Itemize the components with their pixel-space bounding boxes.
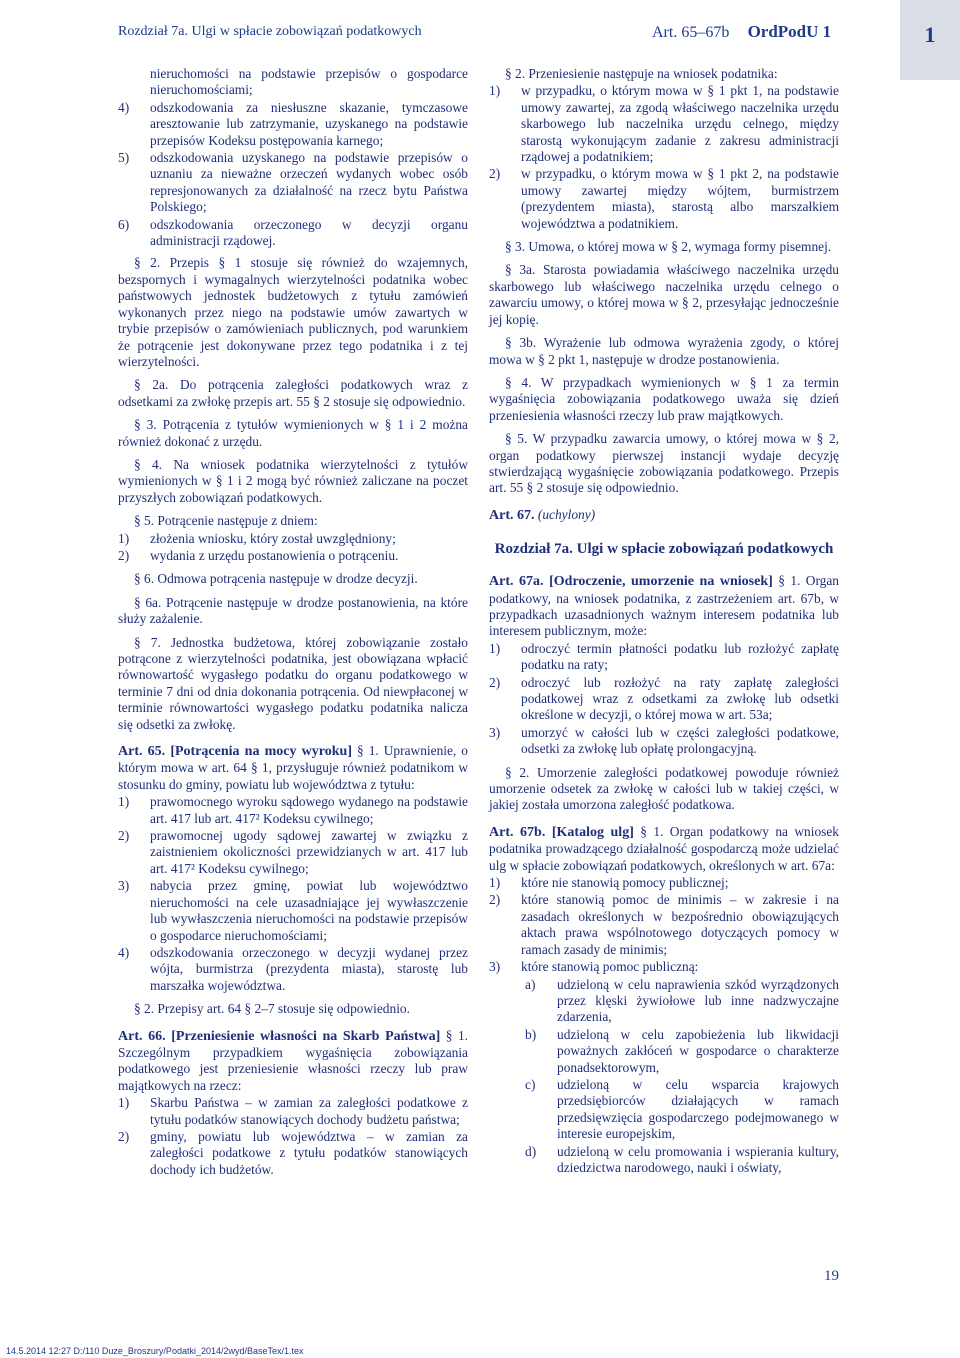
list-item	[118, 150, 468, 216]
list-item	[118, 548, 468, 564]
art65-paragraph-s2: § 2. Przepisy art. 64 § 2–7 stosuje się odpowiednio.	[134, 1001, 410, 1017]
sub-list-letter: a)	[525, 976, 536, 992]
list-number: 3)	[489, 959, 501, 975]
paragraph-s6a: § 6a. Potrącenie następuje w drodze postanowienia, na które służy zażalenie.	[118, 594, 468, 627]
art67a-list	[489, 641, 839, 758]
sub-list-item	[521, 1027, 839, 1076]
list-text: prawomocnej ugody sądowej zawartej w związku z zaistnieniem okoliczności przewidzianych w art. 417 lub art. 417² Kodeksu cywilnego;	[150, 828, 468, 876]
list-number: 1)	[489, 875, 501, 891]
list-text: nieruchomości na podstawie przepisów o gospodarce nieruchomościami;	[150, 66, 468, 98]
list-number: 2)	[118, 1128, 130, 1144]
list-item	[118, 1095, 468, 1128]
article-65	[118, 743, 468, 793]
list-number: 2)	[118, 828, 130, 844]
art65-list	[118, 794, 468, 994]
right-column	[489, 66, 839, 1177]
list-text: gminy, powiatu lub województwa – w zamian za zaległości podatkowe z tytułu podatków stanowiących dochody ich budżetów.	[150, 1128, 468, 1177]
list-text: nabycia przez gminę, powiat lub województwo nieruchomości na cele uzasadniające jej wywłaszczenie lub wywłaszczenia nieruchomości na podstawie przepisów o gospodarce nieruchomościami;	[150, 878, 468, 943]
sub-list-item	[521, 977, 839, 1026]
chapter-title: Rozdział 7a. Ulgi w spłacie zobowiązań podatkowych	[494, 541, 834, 558]
intro-list	[118, 66, 468, 249]
paragraph-s5: § 5. W przypadku zawarcia umowy, o której mowa w § 2, organ podatkowy pierwszej instancji wydaje decyzję stwierdzającą wygaśnięcie zobowiązania podatkowego. Przepis art. 55 § 2 stosuje się odpowiednio.	[489, 431, 839, 496]
list-item	[118, 66, 468, 99]
paragraph-s3: § 3. Potrącenia z tytułów wymienionych w § 1 i 2 można również dokonać z urzędu.	[118, 417, 468, 449]
sub-list-item	[521, 1077, 839, 1143]
list-item	[118, 794, 468, 827]
list-text: w przypadku, o którym mowa w § 1 pkt 2, na podstawie umowy zawartej między wójtem, burmistrzem (prezydentem miasta), starostą albo marszałkiem województwa a podatnikiem.	[521, 166, 839, 231]
list-item	[118, 1129, 468, 1178]
article-lead: § 1. Uprawnienie, o którym mowa w art. 64 § 1, przysługuje również podatnikom w stosunku do gminy, powiatu lub województwa z tytułu:	[118, 743, 468, 792]
list-number: 1)	[489, 83, 501, 99]
article-heading: Art. 65. [Potrącenia na mocy wyroku]	[118, 744, 352, 760]
paragraph-s3: § 3. Umowa, o której mowa w § 2, wymaga formy pisemnej.	[505, 239, 832, 255]
sub-list-text: udzieloną w celu promowania i wspierania kultury, dziedzictwa narodowego, nauki i oświaty,	[557, 1143, 839, 1175]
list-number: 2)	[489, 674, 501, 690]
article-66	[118, 1028, 468, 1095]
list-number: 2)	[489, 892, 501, 908]
list-text: odroczyć lub rozłożyć na raty zapłatę zaległości podatkowej wraz z odsetkami za zwłokę lub odsetki określone w decyzji, o której mowa w art. 53a;	[521, 674, 839, 723]
list-text: odroczyć termin płatności podatku lub rozłożyć zapłatę podatku na raty;	[521, 640, 839, 673]
s2-list	[489, 83, 839, 232]
list-number: 1)	[489, 640, 501, 656]
paragraph-s6: § 6. Odmowa potrącenia następuje w drodze decyzji.	[134, 571, 418, 587]
list-number: 4)	[118, 99, 130, 115]
list-item	[489, 166, 839, 232]
list-item	[118, 828, 468, 877]
list-text: odszkodowania uzyskanego na podstawie przepisów o uznaniu za nieważne orzeczeń wydanych wobec osób represjonowanych za działalność na rzecz bytu Państwa Polskiego;	[150, 150, 468, 215]
sub-list-letter: b)	[525, 1026, 537, 1042]
list-text: umorzyć w całości lub w części zaległości podatkowe, odsetki za zwłokę lub opłatę prolongacyjną.	[521, 724, 839, 757]
paragraph-s2: § 2. Przepis § 1 stosuje się również do wzajemnych, bezspornych i wymagalnych wierzytelności podatnika wobec państwowych jednostek budżetowych z tytułu zamówień wykonanych przez niego na podstawie umów zawartych w trybie przepisów o zamówieniach publicznych, pod warunkiem że potrącenie jest dokonywane przez tego podatnika i z tej wierzytelności.	[118, 255, 468, 369]
paragraph-s4: § 4. Na wniosek podatnika wierzytelności z tytułów wymienionych w § 1 i 2 mogą być również zaliczane na poczet przyszłych zobowiązań podatkowych.	[118, 456, 468, 505]
art67a-paragraph-s2: § 2. Umorzenie zaległości podatkowej powoduje również umorzenie odsetek za zwłokę w całości lub w takiej części, w jakiej została umorzona zaległość podatkowa.	[489, 764, 839, 813]
list-number: 1)	[118, 1095, 130, 1111]
page-tab	[900, 0, 960, 80]
list-text: odszkodowania orzeczonego w decyzji wydanej przez wójta, burmistrza (prezydenta miasta), starostę lub marszałka województwa.	[150, 944, 468, 993]
list-number: 3)	[118, 878, 130, 894]
print-footer: 14.5.2014 12:27 D:/110 Duze_Broszury/Podatki_2014/2wyd/BaseTex/1.tex	[6, 1346, 304, 1356]
paragraph-s4: § 4. W przypadkach wymienionych w § 1 za termin wygaśnięcia zobowiązania podatkowego uważa się dzień przeniesienia własności rzeczy lub praw majątkowych.	[489, 374, 839, 423]
art66-list	[118, 1095, 468, 1178]
article-67b	[489, 824, 839, 874]
list-number: 2)	[118, 547, 130, 563]
list-text: wydania z urzędu postanowienia o potrąceniu.	[150, 547, 399, 563]
list-number: 1)	[118, 794, 130, 810]
list-text: odszkodowania orzeczonego w decyzji organu administracji rządowej.	[150, 216, 468, 249]
list-text: które stanowią pomoc de minimis – w zakresie i na zasadach określonych w bezpośrednio obowiązujących aktach prawa wspólnotowego dotyczących pomocy w ramach zasady de minimis;	[521, 892, 839, 957]
list-item	[118, 100, 468, 149]
sub-list-text: udzieloną w celu naprawienia szkód wyrządzonych przez klęski żywiołowe lub inne nadzwyczajne zdarzenia,	[557, 976, 839, 1025]
list-item	[118, 878, 468, 944]
article-heading: Art. 67b. [Katalog ulg]	[489, 824, 634, 840]
paragraph-s3a: § 3a. Starosta powiadamia właściwego naczelnika urzędu skarbowego lub właściwego naczelnika urzędu celnego o zawarciu umowy, o której mowa w § 2, przesyłając jednocześnie jej kopię.	[489, 262, 839, 327]
article-status: (uchylony)	[537, 506, 596, 522]
list-text: w przypadku, o którym mowa w § 1 pkt 1, na podstawie umowy zawartej, za zgodą właściwego naczelnika urzędu skarbowego lub naczelnika urzędu celnego, między starostą wykonującym zadanie z zakresu administracji rządowej a podatnikiem;	[521, 83, 839, 165]
list-text: Skarbu Państwa – w zamian za zaległości podatkowe z tytułu podatków stanowiących dochody budżetu państwa;	[150, 1095, 468, 1127]
sub-list-item	[521, 1144, 839, 1177]
list-text: prawomocnego wyroku sądowego wydanego na podstawie art. 417 lub art. 417² Kodeksu cywilnego;	[150, 794, 468, 826]
s5-list	[118, 531, 468, 565]
article-heading: Art. 67a. [Odroczenie, umorzenie na wniosek]	[489, 574, 773, 590]
list-item	[118, 945, 468, 994]
list-text: które stanowią pomoc publiczną:	[521, 959, 699, 975]
article-heading: Art. 66. [Przeniesienie własności na Skarb Państwa]	[118, 1028, 441, 1044]
list-item	[489, 83, 839, 165]
code-abbreviation: OrdPodU 1	[747, 22, 832, 41]
paragraph-s7: § 7. Jednostka budżetowa, której zobowiązanie zostało potrącone z wierzytelności podatnika, jest obowiązana wpłacić równowartość wygasłego podatku do organu podatkowego w terminie 7 dni od dnia dokonania potrącenia. Od niewpłaconej w terminie równowartości wygasłego podatku podatnika nalicza się odsetki za zwłokę.	[118, 634, 468, 732]
list-item	[118, 531, 468, 547]
list-item	[489, 641, 839, 674]
list-item	[489, 875, 839, 891]
list-number: 5)	[118, 150, 130, 166]
article-range: Art. 65–67b	[652, 24, 730, 41]
article-lead: § 1. Organ podatkowy, na wniosek podatnika, z zastrzeżeniem art. 67b, w przypadkach uzasadnionych ważnym interesem podatnika lub interesem publicznym, może:	[489, 573, 839, 639]
sub-list-letter: c)	[525, 1076, 536, 1092]
list-number: 4)	[118, 944, 130, 960]
paragraph-s2: § 2. Przeniesienie następuje na wniosek podatnika:	[505, 66, 778, 81]
running-header-articles	[652, 22, 831, 42]
list-item	[489, 959, 839, 975]
sub-list-text: udzieloną w celu zapobieżenia lub likwidacji poważnych zakłóceń w gospodarce o charakterze ponadsektorowym,	[557, 1026, 839, 1075]
sub-list-letter: d)	[525, 1143, 537, 1159]
list-item	[489, 892, 839, 958]
article-heading: Art. 67.	[489, 507, 535, 523]
paragraph-s5: § 5. Potrącenie następuje z dniem:	[134, 513, 318, 529]
list-item	[118, 217, 468, 250]
paragraph-s3b: § 3b. Wyrażenie lub odmowa wyrażenia zgody, o której mowa w § 2 pkt 1, następuje w drodze postanowienia.	[489, 335, 839, 367]
article-lead: § 1. Szczególnym przypadkiem wygaśnięcia zobowiązania podatkowego jest przeniesienie własności rzeczy lub praw majątkowych na rzecz:	[118, 1027, 468, 1093]
sub-list-text: udzieloną w celu wsparcia krajowych przedsiębiorców działających w ramach przedsięwzięcia gospodarczego podejmowanego w interesie europejskim,	[557, 1076, 839, 1142]
list-number: 3)	[489, 724, 501, 740]
art67b-list	[489, 875, 839, 1176]
list-item	[489, 675, 839, 724]
list-text: które nie stanowią pomocy publicznej;	[521, 875, 729, 891]
page-number: 19	[824, 1268, 839, 1284]
paragraph-s2a: § 2a. Do potrącenia zaległości podatkowych wraz z odsetkami za zwłokę przepis art. 55 § 2 stosuje się odpowiednio.	[118, 377, 468, 409]
list-text: złożenia wniosku, który został uwzględniony;	[150, 530, 396, 546]
article-67	[489, 507, 839, 524]
list-item	[489, 725, 839, 758]
running-header-chapter: Rozdział 7a. Ulgi w spłacie zobowiązań podatkowych	[118, 24, 422, 39]
article-lead: § 1. Organ podatkowy na wniosek podatnika prowadzącego działalność gospodarczą może udzielać ulg w spłacie zobowiązań podatkowych, określonych w art. 67a:	[489, 823, 839, 873]
article-67a	[489, 573, 839, 640]
list-number: 6)	[118, 216, 130, 232]
left-column	[118, 66, 468, 1179]
list-number: 1)	[118, 530, 130, 546]
list-text: odszkodowania za niesłuszne skazanie, tymczasowe aresztowanie lub zatrzymanie, uzyskanego na podstawie przepisów Kodeksu postępowania karnego;	[150, 99, 468, 148]
list-number: 2)	[489, 166, 501, 182]
tab-number: 1	[924, 22, 936, 47]
list-number	[118, 66, 150, 99]
